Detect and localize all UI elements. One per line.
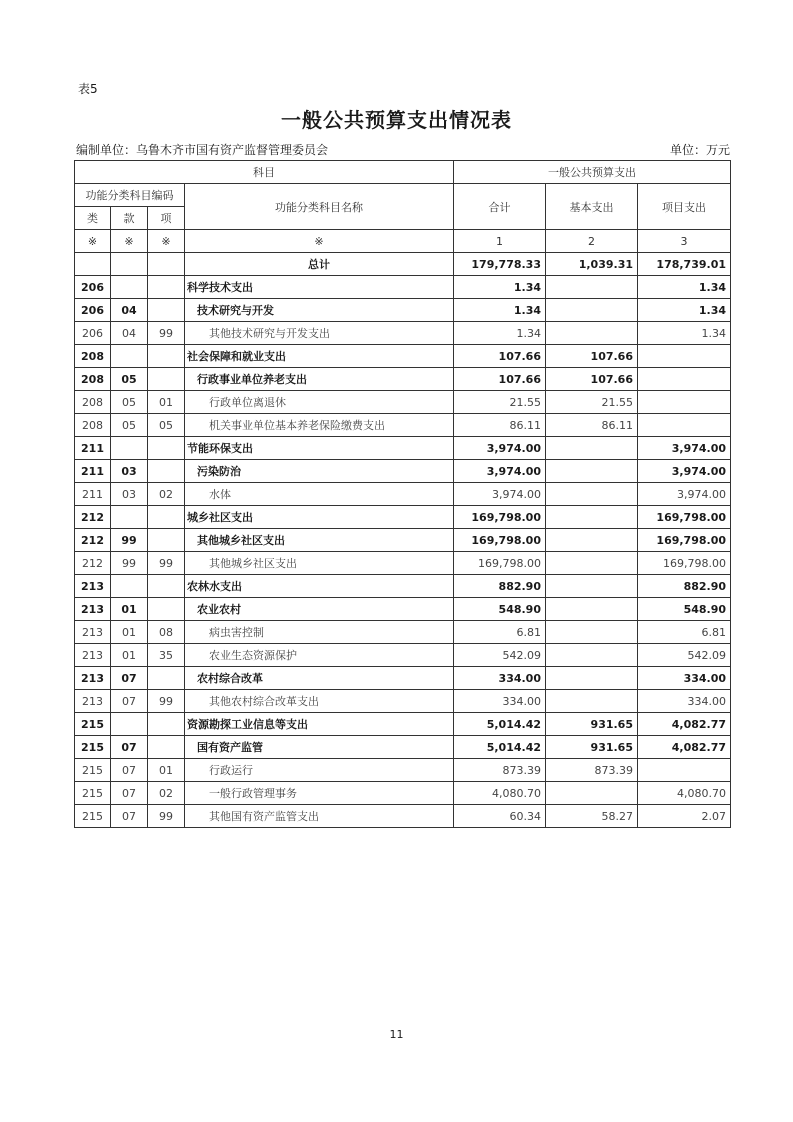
code-kuan xyxy=(111,345,148,368)
table-row xyxy=(75,460,731,483)
table-row xyxy=(75,782,731,805)
amount-project: 169,798.00 xyxy=(638,506,731,529)
table-row xyxy=(75,805,731,828)
code-kuan: 07 xyxy=(111,667,148,690)
amount-total: 1.34 xyxy=(454,322,546,345)
amount-project: 3,974.00 xyxy=(638,483,731,506)
amount-project: 169,798.00 xyxy=(638,529,731,552)
table-row xyxy=(75,368,731,391)
mark-cell: ※ xyxy=(185,230,454,253)
code-kuan: 07 xyxy=(111,782,148,805)
code-lei: 206 xyxy=(75,276,111,299)
subject-name: 城乡社区支出 xyxy=(185,506,454,529)
table-row xyxy=(75,391,731,414)
code-kuan: 03 xyxy=(111,483,148,506)
header-budget-group: 一般公共预算支出 xyxy=(454,161,731,184)
subject-name: 一般行政管理事务 xyxy=(185,782,454,805)
code-xiang xyxy=(148,506,185,529)
header-lei: 类 xyxy=(75,207,111,230)
total-empty xyxy=(148,253,185,276)
code-kuan: 01 xyxy=(111,644,148,667)
amount-project: 169,798.00 xyxy=(638,552,731,575)
amount-total: 334.00 xyxy=(454,667,546,690)
amount-total: 3,974.00 xyxy=(454,483,546,506)
code-xiang xyxy=(148,345,185,368)
header-basic: 基本支出 xyxy=(546,184,638,230)
amount-project: 4,080.70 xyxy=(638,782,731,805)
amount-project: 1.34 xyxy=(638,276,731,299)
code-lei: 213 xyxy=(75,621,111,644)
amount-basic: 931.65 xyxy=(546,736,638,759)
page-title: 一般公共预算支出情况表 xyxy=(281,108,512,132)
amount-basic xyxy=(546,644,638,667)
table-row xyxy=(75,529,731,552)
subject-name: 其他农村综合改革支出 xyxy=(185,690,454,713)
table-row xyxy=(75,276,731,299)
amount-project xyxy=(638,345,731,368)
amount-total: 873.39 xyxy=(454,759,546,782)
amount-basic: 107.66 xyxy=(546,368,638,391)
code-kuan: 04 xyxy=(111,322,148,345)
code-kuan: 07 xyxy=(111,736,148,759)
header-name-col: 功能分类科目名称 xyxy=(185,184,454,230)
code-lei: 212 xyxy=(75,529,111,552)
code-kuan: 07 xyxy=(111,805,148,828)
code-lei: 215 xyxy=(75,736,111,759)
amount-project: 334.00 xyxy=(638,667,731,690)
code-xiang: 35 xyxy=(148,644,185,667)
amount-basic xyxy=(546,506,638,529)
code-xiang: 08 xyxy=(148,621,185,644)
table-row xyxy=(75,690,731,713)
header-project: 项目支出 xyxy=(638,184,731,230)
amount-project: 1.34 xyxy=(638,322,731,345)
table-row xyxy=(75,322,731,345)
amount-basic xyxy=(546,598,638,621)
index-2: 2 xyxy=(546,230,638,253)
code-kuan: 04 xyxy=(111,299,148,322)
amount-basic xyxy=(546,690,638,713)
index-1: 1 xyxy=(454,230,546,253)
code-lei: 213 xyxy=(75,644,111,667)
code-xiang xyxy=(148,529,185,552)
amount-total: 107.66 xyxy=(454,345,546,368)
code-kuan: 05 xyxy=(111,391,148,414)
page-number: 11 xyxy=(389,1028,404,1041)
table-row xyxy=(75,736,731,759)
subject-name: 行政单位离退休 xyxy=(185,391,454,414)
amount-basic: 58.27 xyxy=(546,805,638,828)
amount-basic xyxy=(546,552,638,575)
amount-basic: 107.66 xyxy=(546,345,638,368)
amount-total: 1.34 xyxy=(454,276,546,299)
amount-total: 3,974.00 xyxy=(454,437,546,460)
code-lei: 208 xyxy=(75,345,111,368)
table-row xyxy=(75,345,731,368)
subject-name: 国有资产监管 xyxy=(185,736,454,759)
code-xiang: 99 xyxy=(148,322,185,345)
code-lei: 212 xyxy=(75,506,111,529)
total-row xyxy=(75,253,731,276)
amount-project: 882.90 xyxy=(638,575,731,598)
total-empty xyxy=(75,253,111,276)
table-row xyxy=(75,667,731,690)
code-lei: 213 xyxy=(75,598,111,621)
amount-basic: 931.65 xyxy=(546,713,638,736)
amount-project: 4,082.77 xyxy=(638,736,731,759)
code-lei: 212 xyxy=(75,552,111,575)
code-kuan: 05 xyxy=(111,368,148,391)
mark-cell: ※ xyxy=(111,230,148,253)
code-kuan: 07 xyxy=(111,690,148,713)
subject-name: 社会保障和就业支出 xyxy=(185,345,454,368)
table-row xyxy=(75,759,731,782)
table-row xyxy=(75,713,731,736)
code-lei: 211 xyxy=(75,460,111,483)
amount-project: 1.34 xyxy=(638,299,731,322)
total-empty xyxy=(111,253,148,276)
code-kuan: 01 xyxy=(111,621,148,644)
header-xiang: 项 xyxy=(148,207,185,230)
table-row xyxy=(75,598,731,621)
subject-name: 科学技术支出 xyxy=(185,276,454,299)
amount-basic: 21.55 xyxy=(546,391,638,414)
code-kuan: 07 xyxy=(111,759,148,782)
header-total: 合计 xyxy=(454,184,546,230)
table-row xyxy=(75,483,731,506)
table-row xyxy=(75,437,731,460)
code-xiang xyxy=(148,713,185,736)
subject-name: 行政事业单位养老支出 xyxy=(185,368,454,391)
subject-name: 农林水支出 xyxy=(185,575,454,598)
header-row-1 xyxy=(75,161,731,184)
table-row xyxy=(75,552,731,575)
code-xiang: 01 xyxy=(148,391,185,414)
amount-basic xyxy=(546,575,638,598)
amount-project: 3,974.00 xyxy=(638,460,731,483)
amount-total: 169,798.00 xyxy=(454,506,546,529)
code-kuan xyxy=(111,437,148,460)
header-row-2 xyxy=(75,184,731,207)
index-3: 3 xyxy=(638,230,731,253)
amount-project: 2.07 xyxy=(638,805,731,828)
table-row xyxy=(75,414,731,437)
total-sum: 179,778.33 xyxy=(454,253,546,276)
header-code-group: 功能分类科目编码 xyxy=(75,184,185,207)
amount-total: 4,080.70 xyxy=(454,782,546,805)
amount-total: 548.90 xyxy=(454,598,546,621)
header-index-row xyxy=(75,230,731,253)
amount-total: 21.55 xyxy=(454,391,546,414)
header-subject: 科目 xyxy=(75,161,454,184)
code-kuan: 05 xyxy=(111,414,148,437)
code-xiang xyxy=(148,460,185,483)
subject-name: 技术研究与开发 xyxy=(185,299,454,322)
budget-table xyxy=(74,160,731,828)
amount-total: 1.34 xyxy=(454,299,546,322)
total-basic: 1,039.31 xyxy=(546,253,638,276)
code-lei: 211 xyxy=(75,483,111,506)
compiling-unit: 编制单位：乌鲁木齐市国有资产监督管理委员会 xyxy=(76,143,329,157)
amount-project xyxy=(638,368,731,391)
table-row xyxy=(75,575,731,598)
amount-total: 5,014.42 xyxy=(454,713,546,736)
code-lei: 215 xyxy=(75,805,111,828)
code-kuan xyxy=(111,575,148,598)
code-xiang xyxy=(148,598,185,621)
code-kuan xyxy=(111,713,148,736)
amount-total: 86.11 xyxy=(454,414,546,437)
subject-name: 农业生态资源保护 xyxy=(185,644,454,667)
amount-project: 6.81 xyxy=(638,621,731,644)
subject-name: 病虫害控制 xyxy=(185,621,454,644)
code-lei: 208 xyxy=(75,368,111,391)
amount-basic: 86.11 xyxy=(546,414,638,437)
amount-project xyxy=(638,759,731,782)
amount-project xyxy=(638,414,731,437)
code-lei: 215 xyxy=(75,782,111,805)
currency-unit: 单位：万元 xyxy=(669,143,730,157)
amount-basic xyxy=(546,621,638,644)
amount-total: 334.00 xyxy=(454,690,546,713)
amount-basic xyxy=(546,529,638,552)
amount-total: 169,798.00 xyxy=(454,529,546,552)
code-lei: 206 xyxy=(75,299,111,322)
code-kuan xyxy=(111,506,148,529)
amount-total: 169,798.00 xyxy=(454,552,546,575)
amount-total: 107.66 xyxy=(454,368,546,391)
subject-name: 污染防治 xyxy=(185,460,454,483)
amount-basic: 873.39 xyxy=(546,759,638,782)
amount-basic xyxy=(546,322,638,345)
table-row xyxy=(75,299,731,322)
code-xiang xyxy=(148,299,185,322)
amount-basic xyxy=(546,667,638,690)
code-xiang: 02 xyxy=(148,782,185,805)
subject-name: 水体 xyxy=(185,483,454,506)
total-project: 178,739.01 xyxy=(638,253,731,276)
code-lei: 208 xyxy=(75,414,111,437)
code-xiang xyxy=(148,437,185,460)
amount-project: 542.09 xyxy=(638,644,731,667)
code-lei: 213 xyxy=(75,690,111,713)
subject-name: 其他城乡社区支出 xyxy=(185,552,454,575)
code-lei: 215 xyxy=(75,713,111,736)
table-label: 表5 xyxy=(78,82,98,96)
header-kuan: 款 xyxy=(111,207,148,230)
code-xiang xyxy=(148,368,185,391)
code-lei: 208 xyxy=(75,391,111,414)
amount-total: 5,014.42 xyxy=(454,736,546,759)
code-lei: 213 xyxy=(75,667,111,690)
code-lei: 211 xyxy=(75,437,111,460)
code-xiang xyxy=(148,667,185,690)
amount-basic xyxy=(546,437,638,460)
amount-project: 4,082.77 xyxy=(638,713,731,736)
amount-total: 60.34 xyxy=(454,805,546,828)
code-xiang: 02 xyxy=(148,483,185,506)
amount-basic xyxy=(546,483,638,506)
table-row xyxy=(75,621,731,644)
amount-project xyxy=(638,391,731,414)
mark-cell: ※ xyxy=(75,230,111,253)
code-kuan xyxy=(111,276,148,299)
code-xiang: 05 xyxy=(148,414,185,437)
code-kuan: 03 xyxy=(111,460,148,483)
code-lei: 213 xyxy=(75,575,111,598)
amount-basic xyxy=(546,460,638,483)
code-xiang: 99 xyxy=(148,690,185,713)
code-lei: 206 xyxy=(75,322,111,345)
amount-total: 3,974.00 xyxy=(454,460,546,483)
amount-basic xyxy=(546,782,638,805)
amount-basic xyxy=(546,276,638,299)
subject-name: 其他城乡社区支出 xyxy=(185,529,454,552)
amount-total: 882.90 xyxy=(454,575,546,598)
subject-name: 农村综合改革 xyxy=(185,667,454,690)
subject-name: 农业农村 xyxy=(185,598,454,621)
subject-name: 资源勘探工业信息等支出 xyxy=(185,713,454,736)
code-xiang xyxy=(148,736,185,759)
amount-project: 334.00 xyxy=(638,690,731,713)
table-row xyxy=(75,506,731,529)
code-kuan: 99 xyxy=(111,529,148,552)
mark-cell: ※ xyxy=(148,230,185,253)
code-kuan: 99 xyxy=(111,552,148,575)
subject-name: 其他国有资产监管支出 xyxy=(185,805,454,828)
code-xiang: 01 xyxy=(148,759,185,782)
amount-total: 542.09 xyxy=(454,644,546,667)
code-xiang: 99 xyxy=(148,552,185,575)
amount-project: 548.90 xyxy=(638,598,731,621)
table-row xyxy=(75,644,731,667)
subject-name: 其他技术研究与开发支出 xyxy=(185,322,454,345)
amount-project: 3,974.00 xyxy=(638,437,731,460)
code-xiang: 99 xyxy=(148,805,185,828)
amount-basic xyxy=(546,299,638,322)
code-xiang xyxy=(148,276,185,299)
subject-name: 节能环保支出 xyxy=(185,437,454,460)
amount-total: 6.81 xyxy=(454,621,546,644)
code-kuan: 01 xyxy=(111,598,148,621)
code-xiang xyxy=(148,575,185,598)
code-lei: 215 xyxy=(75,759,111,782)
subject-name: 机关事业单位基本养老保险缴费支出 xyxy=(185,414,454,437)
total-label: 总计 xyxy=(185,253,454,276)
subject-name: 行政运行 xyxy=(185,759,454,782)
